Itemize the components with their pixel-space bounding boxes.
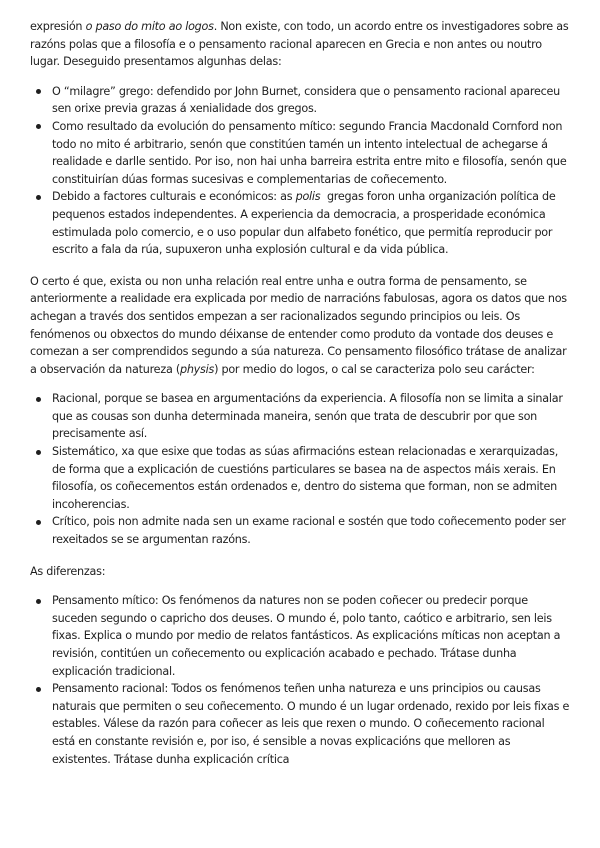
- bullet-icon: [36, 89, 41, 94]
- bullet-icon: [36, 195, 41, 200]
- bullet-icon: [36, 450, 41, 455]
- logos-paragraph: O certo é que, exista ou non unha relación real entre unha e outra forma de pensamento, se anteriormente a realidade era explicada por medio de narracións fabulosas, agora os datos que nos achegan a través dos sentidos empezan a ser racionalizados segundo principios ou leis. Os fenómenos ou obxectos do mundo déixanse de entender como produto da vontade dos deuses e comezan a ser comprendidos segundo a súa natureza. Co pensamento filosófico trátase de analizar a observación da natureza (physis) por medio do logos, o cal se caracteriza polo seu carácter:: [30, 274, 567, 376]
- list-item: Racional, porque se basea en argumentacións da experiencia. A filosofía non se limita a sinalar que as cousas son dunha determinada maneira, senón que trata de descubrir por que son precisamente así.: [52, 390, 570, 443]
- list-item: Sistemático, xa que esixe que todas as súas afirmacións estean relacionadas e xerarquizadas, de forma que a explicación de cuestións particulares se basea na de aspectos máis xerais. En filosofía, os coñecementos están ordenados e, dentro do sistema que forman, non se admiten incoherencias.: [52, 443, 570, 513]
- bullet-icon: [36, 397, 41, 402]
- bullet-icon: [36, 124, 41, 129]
- list-item: Pensamento mítico: Os fenómenos da natures non se poden coñecer ou predecir porque suceden segundo o capricho dos deuses. O mundo é, polo tanto, caótico e arbitrario, sen leis fixas. Explica o mundo por medio de relatos fantásticos. As explicacións míticas non aceptan a revisión, contitúen un coñecemento ou explicación acabado e pechado. Trátase dunha explicación tradicional.: [52, 592, 570, 680]
- theories-list: [30, 83, 570, 259]
- bullet-icon: [36, 687, 41, 692]
- differences-heading: As diferenzas:: [30, 564, 106, 578]
- characteristics-list: [30, 390, 570, 548]
- differences-list: [30, 592, 570, 768]
- list-item: O “milagre” grego: defendido por John Burnet, considera que o pensamento racional apareceu sen orixe previa grazas á xenialidade dos gregos.: [52, 83, 570, 118]
- list-item: Pensamento racional: Todos os fenómenos teñen unha natureza e uns principios ou causas naturais que permiten o seu coñecemento. O mundo é un lugar ordenado, rexido por leis fixas e estables. Válese da razón para coñecer as leis que rexen o mundo. O coñecemento racional está en constante revisión e, por iso, é sensible a novas explicacións que melloren as existentes. Trátase dunha explicación crítica: [52, 680, 570, 768]
- list-item: Como resultado da evolución do pensamento mítico: segundo Francia Macdonald Cornford non todo no mito é arbitrario, senón que constitúen tamén un intento intelectual de achegarse á realidade e darlle sentido. Por iso, non hai unha barreira estrita entre mito e filosofía, senón que constituirían dúas formas sucesivas e complementarias de coñecemento.: [52, 118, 570, 188]
- list-item: Debido a factores culturais e económicos: as polis gregas foron unha organización política de pequenos estados independentes. A experiencia da democracia, a prosperidade económica estimulada polo comercio, e o uso popular dun alfabeto fonético, que permitía reproducir por escrito a fala da rúa, supuxeron unha explosión cultural e da vida pública.: [52, 188, 570, 258]
- list-item: Crítico, pois non admite nada sen un exame racional e sostén que todo coñecemento poder ser rexeitados se se argumentan razóns.: [52, 513, 570, 548]
- bullet-icon: [36, 599, 41, 604]
- bullet-icon: [36, 520, 41, 525]
- intro-paragraph: expresión o paso do mito ao logos. Non existe, con todo, un acordo entre os investigadores sobre as razóns polas que a filosofía e o pensamento racional aparecen en Grecia e non antes ou noutro lugar. Deseguido presentamos algunhas delas:: [30, 20, 569, 69]
- mythos-logos-phrase: o paso do mito ao logos: [85, 20, 214, 33]
